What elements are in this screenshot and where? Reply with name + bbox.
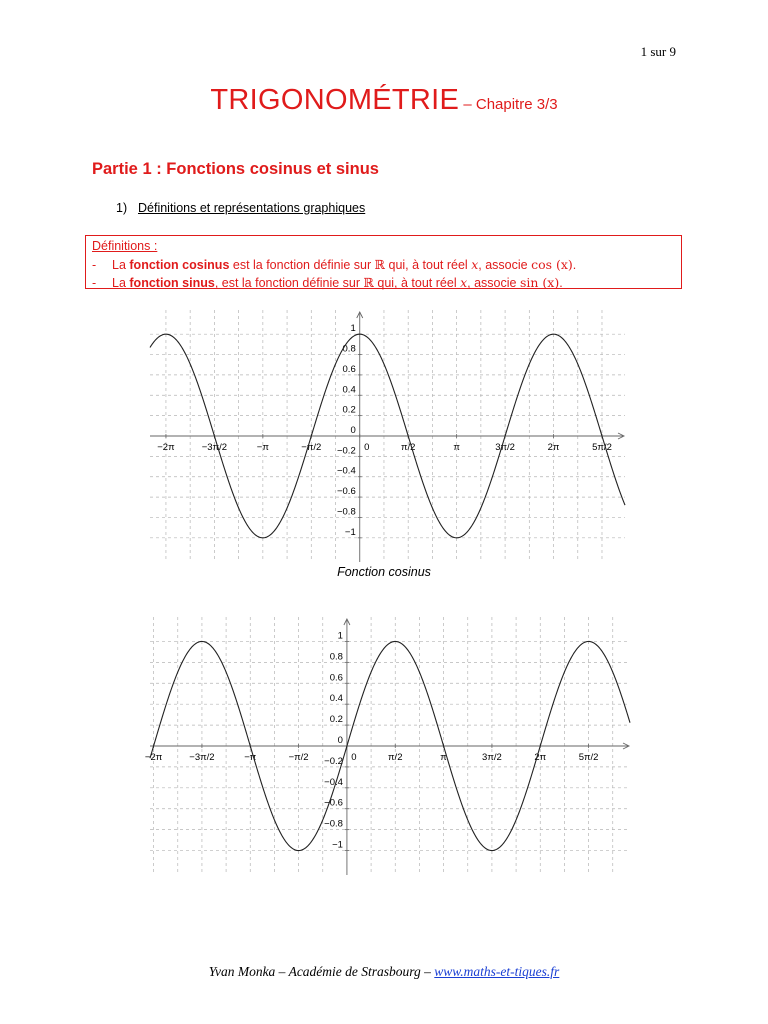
y-tick-label: 0.6	[329, 672, 343, 684]
y-tick-label: −0.2	[336, 445, 356, 457]
x-tick-label: π	[453, 442, 460, 453]
x-tick-label: π/2	[400, 442, 416, 453]
y-tick-label: 0.4	[329, 693, 343, 705]
sine-graph	[144, 617, 630, 880]
x-tick-label: −π/2	[288, 752, 309, 763]
footer-link[interactable]: www.maths-et-tiques.fr	[434, 964, 560, 979]
x-tick-label: π	[440, 752, 447, 763]
x-tick-label: −π	[256, 442, 269, 453]
definition-sine: - La fonction sinus, est la fonction définie sur ℝ qui, à tout réel x, associe sin (x).	[92, 275, 563, 290]
page-footer	[0, 964, 768, 980]
y-tick-label: −0.4	[324, 776, 343, 788]
x-tick-label: 5π/2	[578, 752, 599, 763]
x-tick-label: −π/2	[301, 442, 322, 453]
x-tick-label: 5π/2	[592, 442, 612, 453]
x-tick-label: 0	[351, 752, 357, 763]
y-tick-label: 0.6	[342, 363, 356, 375]
x-tick-label: 2π	[534, 752, 547, 763]
y-tick-label: 1	[350, 323, 356, 335]
sine-chart	[144, 617, 630, 875]
subsection-title: Définitions et représentations graphiques	[138, 201, 366, 215]
cosine-graph	[150, 310, 625, 567]
definitions-heading: Définitions :	[92, 239, 158, 253]
x-tick-label: −2π	[144, 752, 163, 763]
y-tick-label: 1	[337, 630, 343, 642]
y-tick-label: 0	[350, 425, 356, 436]
page-title	[0, 84, 768, 117]
title-chapter: – Chapitre 3/3	[459, 96, 558, 113]
y-tick-label: −0.8	[336, 506, 356, 518]
x-tick-label: −3π/2	[201, 442, 228, 453]
y-tick-label: 0.4	[342, 384, 356, 396]
y-tick-label: −0.4	[336, 465, 356, 477]
x-tick-label: −2π	[157, 442, 175, 453]
x-tick-label: −π	[244, 752, 257, 763]
y-tick-label: −1	[332, 839, 343, 851]
y-tick-label: 0.8	[329, 651, 343, 663]
cosine-caption: Fonction cosinus	[337, 565, 431, 579]
x-tick-label: 3π/2	[495, 442, 515, 453]
x-tick-label: π/2	[388, 752, 403, 763]
y-tick-label: 0.2	[342, 404, 356, 416]
y-tick-label: 0	[337, 735, 343, 746]
page-number: 1 sur 9	[640, 44, 676, 59]
subsection-number: 1)	[116, 201, 128, 215]
x-tick-label: 2π	[547, 442, 560, 453]
y-tick-label: −1	[344, 526, 356, 538]
x-tick-label: 3π/2	[482, 752, 502, 763]
cosine-chart	[150, 310, 625, 562]
subsection-heading	[116, 201, 365, 215]
y-tick-label: −0.6	[324, 797, 343, 809]
y-tick-label: 0.2	[329, 714, 343, 726]
y-tick-label: −0.6	[336, 486, 356, 498]
x-tick-label: −3π/2	[189, 752, 215, 763]
definition-cosine: - La fonction cosinus est la fonction définie sur ℝ qui, à tout réel x, associe cos (x).	[92, 256, 577, 272]
footer-author: Yvan Monka – Académie de Strasbourg –	[208, 964, 435, 979]
section-heading: Partie 1 : Fonctions cosinus et sinus	[92, 160, 379, 178]
x-tick-label: 0	[364, 442, 370, 453]
y-tick-label: −0.8	[324, 818, 343, 830]
y-tick-label: 0.8	[342, 343, 356, 355]
y-tick-label: −0.2	[324, 755, 343, 767]
title-main: TRIGONOMÉTRIE	[210, 84, 460, 116]
definitions-box	[85, 235, 682, 289]
